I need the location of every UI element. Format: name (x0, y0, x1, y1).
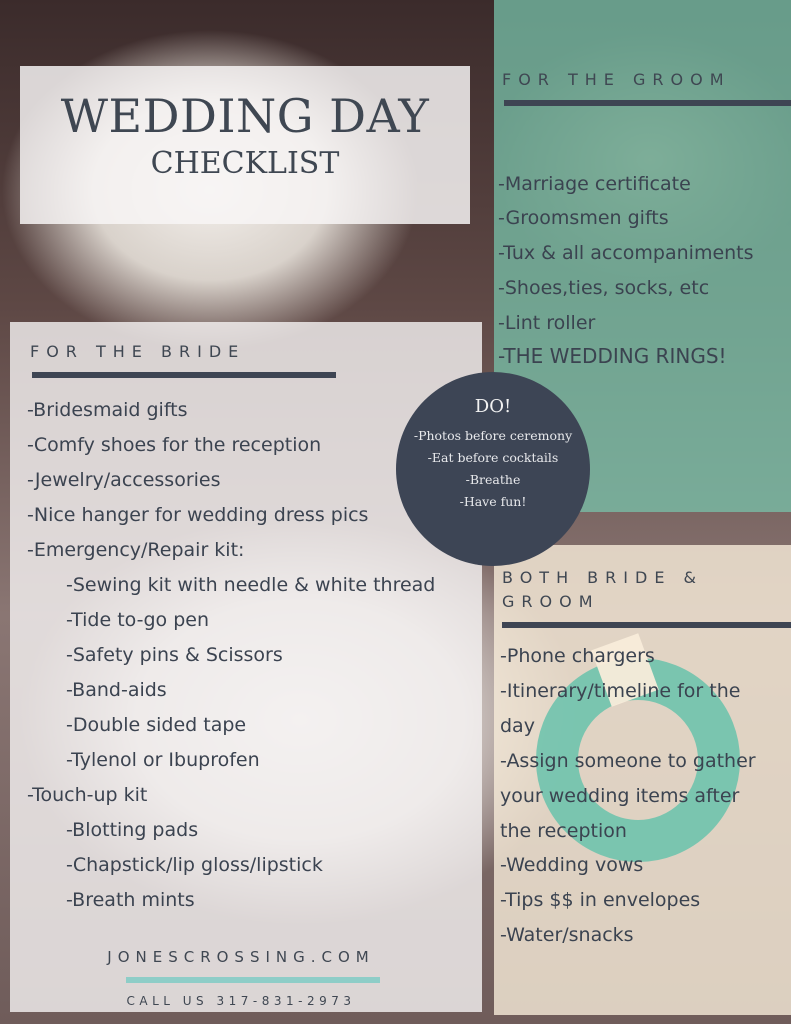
bride-item: -Nice hanger for wedding dress pics (27, 504, 369, 526)
do-circle (396, 372, 590, 566)
bride-subitem: -Band-aids (66, 679, 167, 701)
bride-subitem: -Tide to-go pen (66, 609, 210, 631)
groom-heading: FOR THE GROOM (502, 70, 731, 89)
both-item: -Phone chargers (500, 645, 655, 667)
groom-item: -THE WEDDING RINGS! (498, 344, 727, 368)
both-item: -Tips $$ in envelopes (500, 889, 701, 911)
bride-heading: FOR THE BRIDE (30, 342, 246, 361)
footer-phone: CALL US 317-831-2973 (126, 994, 356, 1008)
footer-website: JONESCROSSING.COM (107, 948, 375, 966)
both-item: -Wedding vows (500, 854, 644, 876)
footer-rule (126, 977, 380, 983)
do-item: -Breathe (465, 472, 521, 487)
both-item: your wedding items after (500, 785, 740, 807)
page-subtitle: CHECKLIST (150, 146, 340, 181)
bride-subitem: -Sewing kit with needle & white thread (66, 574, 436, 596)
bride-item: -Touch-up kit (27, 784, 148, 806)
bride-subitem: -Chapstick/lip gloss/lipstick (66, 854, 323, 876)
do-list (396, 425, 590, 513)
groom-item: -Groomsmen gifts (498, 207, 669, 229)
bride-item: -Emergency/Repair kit: (27, 539, 245, 561)
do-title: DO! (474, 396, 512, 417)
bride-rule (32, 372, 336, 378)
bride-item: -Comfy shoes for the reception (27, 434, 322, 456)
title-panel (20, 66, 470, 224)
bride-subitem: -Double sided tape (66, 714, 247, 736)
bride-item: -Bridesmaid gifts (27, 399, 188, 421)
groom-item: -Marriage certificate (498, 173, 691, 195)
bride-subitem: -Blotting pads (66, 819, 199, 841)
bride-item: -Jewelry/accessories (27, 469, 221, 491)
do-item: -Photos before ceremony (413, 428, 573, 443)
page-title: WEDDING DAY (60, 89, 430, 143)
groom-item: -Tux & all accompaniments (498, 242, 754, 264)
groom-rule (504, 100, 791, 106)
both-item: -Water/snacks (500, 924, 634, 946)
bride-subitem: -Tylenol or Ibuprofen (66, 749, 260, 771)
bride-subitem: -Safety pins & Scissors (66, 644, 283, 666)
do-item: -Eat before cocktails (427, 450, 559, 465)
do-item: -Have fun! (459, 494, 527, 509)
both-heading-line1: BOTH BRIDE & (502, 568, 703, 587)
both-heading-line2: GROOM (502, 592, 600, 611)
both-rule (502, 622, 791, 628)
both-item: day (500, 715, 535, 737)
both-item: the reception (500, 820, 627, 842)
both-item: -Itinerary/timeline for the (500, 680, 741, 702)
both-item: -Assign someone to gather (500, 750, 756, 772)
groom-item: -Lint roller (498, 312, 596, 334)
bride-subitem: -Breath mints (66, 889, 195, 911)
groom-item: -Shoes,ties, socks, etc (498, 277, 710, 299)
